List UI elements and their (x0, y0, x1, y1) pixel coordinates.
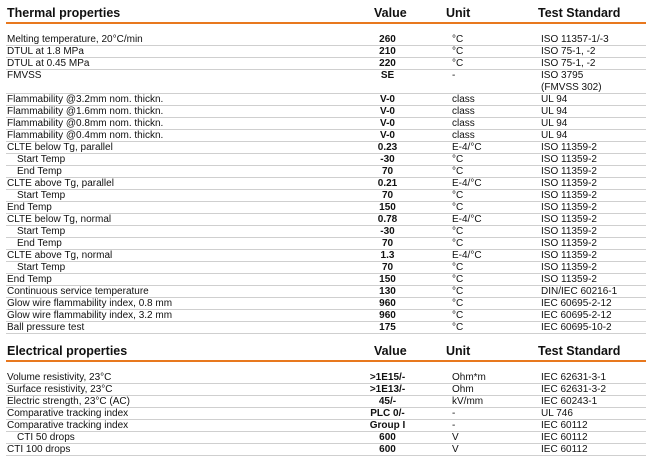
value-column-header: Value (374, 6, 407, 20)
property-unit: V (452, 432, 459, 443)
property-unit: °C (452, 154, 464, 165)
test-standard: ISO 11359-2 (541, 250, 597, 261)
property-name: End Temp (7, 274, 52, 285)
property-value: 960 (379, 310, 396, 321)
property-unit: kV/mm (452, 396, 484, 407)
electrical-section-header (6, 343, 646, 362)
test-standard-note: (FMVSS 302) (541, 82, 602, 93)
test-standard: ISO 11359-2 (541, 166, 597, 177)
property-unit: class (452, 94, 475, 105)
table-row (6, 142, 646, 154)
test-standard: ISO 11359-2 (541, 226, 597, 237)
table-row (6, 94, 646, 106)
table-row (6, 214, 646, 226)
property-value: 70 (381, 262, 394, 273)
table-row (6, 432, 646, 444)
table-row (6, 118, 646, 130)
test-standard: UL 94 (541, 94, 568, 105)
test-standard: ISO 11359-2 (541, 190, 597, 201)
test-standard: UL 94 (541, 106, 568, 117)
test-standard: IEC 62631-3-1 (541, 372, 607, 383)
property-value: 1.3 (380, 250, 395, 261)
property-value: 150 (379, 202, 396, 213)
property-value: Group I (369, 420, 406, 431)
property-name: Glow wire flammability index, 0.8 mm (7, 298, 173, 309)
test-standard: UL 746 (541, 408, 573, 419)
property-value: 45/- (378, 396, 397, 407)
property-name: Comparative tracking index (7, 420, 129, 431)
property-unit: °C (452, 58, 464, 69)
table-row (6, 202, 646, 214)
value-column-header: Value (374, 344, 407, 358)
test-standard: ISO 75-1, -2 (541, 58, 596, 69)
test-standard: ISO 11357-1/-3 (541, 34, 609, 45)
test-standard: ISO 11359-2 (541, 202, 597, 213)
property-name: Melting temperature, 20°C/min (7, 34, 143, 45)
table-row (6, 372, 646, 384)
property-value: SE (380, 70, 395, 81)
test-standard: ISO 11359-2 (541, 238, 597, 249)
test-standard: IEC 60112 (541, 420, 588, 431)
property-name: CLTE below Tg, normal (7, 214, 112, 225)
table-row (6, 298, 646, 310)
unit-column-header: Unit (446, 344, 471, 358)
table-row (6, 286, 646, 298)
standard-column-header: Test Standard (538, 344, 621, 358)
test-standard: ISO 11359-2 (541, 214, 597, 225)
property-name: Continuous service temperature (7, 286, 149, 297)
table-row (6, 384, 646, 396)
property-unit: °C (452, 310, 464, 321)
property-value: 260 (379, 34, 396, 45)
property-unit: °C (452, 322, 464, 333)
table-row (6, 238, 646, 250)
property-unit: V (452, 444, 459, 455)
property-name: CLTE above Tg, normal (7, 250, 113, 261)
table-row (6, 106, 646, 118)
standard-column-header: Test Standard (538, 6, 621, 20)
table-row (6, 58, 646, 70)
property-value: 150 (379, 274, 396, 285)
property-unit: E-4/°C (452, 142, 482, 153)
test-standard: UL 94 (541, 118, 568, 129)
property-unit: °C (452, 46, 464, 57)
property-value: >1E13/- (369, 384, 406, 395)
property-unit: °C (452, 166, 464, 177)
property-name: CTI 100 drops (7, 444, 71, 455)
property-name: CTI 50 drops (17, 432, 75, 443)
test-standard: ISO 11359-2 (541, 178, 597, 189)
property-unit: E-4/°C (452, 214, 482, 225)
property-name: Comparative tracking index (7, 408, 129, 419)
property-unit: - (452, 70, 456, 81)
test-standard: ISO 3795 (541, 70, 584, 81)
property-unit: °C (452, 34, 464, 45)
property-unit: E-4/°C (452, 178, 482, 189)
property-name: Start Temp (17, 262, 66, 273)
section-spacer (6, 334, 646, 343)
property-unit: Ohm (452, 384, 474, 395)
test-standard: IEC 60243-1 (541, 396, 598, 407)
property-value: PLC 0/- (370, 408, 405, 419)
table-row (6, 130, 646, 142)
table-row (6, 250, 646, 262)
property-name: Volume resistivity, 23°C (7, 372, 112, 383)
thermal-section-header (6, 5, 646, 24)
property-name: DTUL at 1.8 MPa (7, 46, 84, 57)
property-name: End Temp (17, 238, 62, 249)
property-unit: °C (452, 226, 464, 237)
table-row (6, 178, 646, 190)
property-value: 0.78 (377, 214, 398, 225)
property-name: Start Temp (17, 190, 66, 201)
table-row (6, 34, 646, 46)
property-value: >1E15/- (369, 372, 406, 383)
property-value: 600 (379, 444, 396, 455)
table-row (6, 262, 646, 274)
property-value: 0.21 (377, 178, 398, 189)
test-standard: ISO 11359-2 (541, 274, 597, 285)
electrical-heading: Electrical properties (7, 344, 128, 358)
property-unit: °C (452, 286, 464, 297)
test-standard: IEC 60695-10-2 (541, 322, 612, 333)
table-row (6, 420, 646, 432)
property-value: 130 (379, 286, 396, 297)
property-unit: °C (452, 262, 464, 273)
property-name: Ball pressure test (7, 322, 85, 333)
property-name: End Temp (17, 166, 62, 177)
test-standard: ISO 11359-2 (541, 154, 597, 165)
test-standard: IEC 60695-2-12 (541, 310, 612, 321)
test-standard: IEC 60112 (541, 432, 588, 443)
thermal-table (6, 34, 646, 334)
property-name: Start Temp (17, 154, 66, 165)
property-name: FMVSS (7, 70, 42, 81)
property-unit: °C (452, 238, 464, 249)
table-row (6, 444, 646, 456)
property-value: V-0 (379, 94, 395, 105)
table-row (6, 46, 646, 58)
property-unit: - (452, 420, 456, 431)
property-unit: °C (452, 190, 464, 201)
property-value: 175 (379, 322, 396, 333)
test-standard: ISO 11359-2 (541, 262, 597, 273)
property-value: 0.23 (377, 142, 398, 153)
test-standard: ISO 75-1, -2 (541, 46, 596, 57)
table-row (6, 70, 646, 94)
property-name: Glow wire flammability index, 3.2 mm (7, 310, 173, 321)
electrical-table (6, 372, 646, 456)
property-value: 210 (379, 46, 396, 57)
property-name: Flammability @3.2mm nom. thickn. (7, 94, 164, 105)
property-unit: °C (452, 274, 464, 285)
test-standard: DIN/IEC 60216-1 (541, 286, 618, 297)
thermal-heading: Thermal properties (7, 6, 121, 20)
unit-column-header: Unit (446, 6, 471, 20)
test-standard: IEC 62631-3-2 (541, 384, 607, 395)
table-row (6, 322, 646, 334)
property-unit: class (452, 118, 475, 129)
table-row (6, 190, 646, 202)
property-name: Flammability @0.8mm nom. thickn. (7, 118, 164, 129)
datasheet (6, 5, 646, 456)
property-value: -30 (380, 226, 395, 237)
table-row (6, 310, 646, 322)
property-value: -30 (380, 154, 395, 165)
property-unit: - (452, 408, 456, 419)
property-name: Start Temp (17, 226, 66, 237)
property-value: 960 (379, 298, 396, 309)
property-name: End Temp (7, 202, 52, 213)
property-name: CLTE below Tg, parallel (7, 142, 113, 153)
property-value: 220 (379, 58, 396, 69)
property-name: Flammability @0.4mm nom. thickn. (7, 130, 164, 141)
test-standard: IEC 60112 (541, 444, 588, 455)
property-unit: Ohm*m (452, 372, 486, 383)
table-row (6, 274, 646, 286)
table-row (6, 166, 646, 178)
table-row (6, 396, 646, 408)
property-name: Surface resistivity, 23°C (7, 384, 113, 395)
table-row (6, 226, 646, 238)
property-unit: °C (452, 298, 464, 309)
property-name: Electric strength, 23°C (AC) (7, 396, 130, 407)
property-name: DTUL at 0.45 MPa (7, 58, 90, 69)
property-value: V-0 (379, 130, 395, 141)
property-unit: class (452, 130, 475, 141)
property-value: V-0 (379, 118, 395, 129)
property-unit: class (452, 106, 475, 117)
test-standard: IEC 60695-2-12 (541, 298, 612, 309)
property-value: 600 (379, 432, 396, 443)
property-value: 70 (381, 190, 394, 201)
table-row (6, 408, 646, 420)
property-name: CLTE above Tg, parallel (7, 178, 114, 189)
property-unit: E-4/°C (452, 250, 482, 261)
property-name: Flammability @1.6mm nom. thickn. (7, 106, 164, 117)
property-value: 70 (381, 238, 394, 249)
test-standard: UL 94 (541, 130, 568, 141)
table-row (6, 154, 646, 166)
test-standard: ISO 11359-2 (541, 142, 597, 153)
property-value: 70 (381, 166, 394, 177)
property-unit: °C (452, 202, 464, 213)
property-value: V-0 (379, 106, 395, 117)
